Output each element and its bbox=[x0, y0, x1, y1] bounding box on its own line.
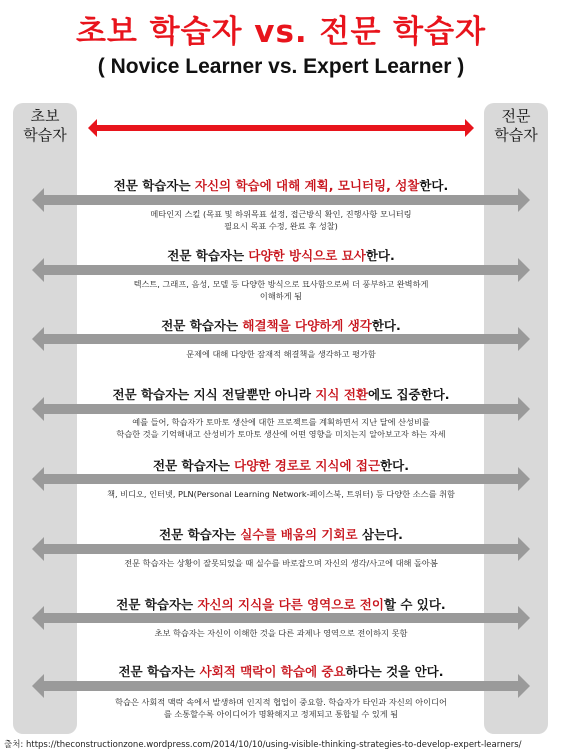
row-heading-7 bbox=[60, 595, 502, 613]
heading-text: 한다. bbox=[419, 178, 449, 193]
description-line: 초보 학습자는 자신이 이해한 것을 다른 과제나 영역으로 전이하지 못함 bbox=[154, 628, 408, 638]
row-description-5 bbox=[70, 489, 492, 501]
heading-text: 한다. bbox=[380, 458, 409, 473]
row-heading-5 bbox=[60, 456, 502, 474]
heading-highlight: 다양한 경로로 지식에 접근 bbox=[234, 458, 381, 473]
page-subtitle: ( Novice Learner vs. Expert Learner ) bbox=[97, 55, 465, 78]
description-line: 예를 들어, 학습자가 토마토 생산에 대한 프로젝트를 계획하면서 지난 달에 산성비를 bbox=[132, 417, 430, 427]
row-description-1 bbox=[70, 209, 492, 232]
expert-label-line2: 학습자 bbox=[494, 126, 538, 144]
heading-text: 전문 학습자는 bbox=[116, 597, 198, 612]
row-description-3 bbox=[70, 349, 492, 361]
description-line: 학습은 사회적 맥락 속에서 발생하며 인지적 협업이 중요함. 학습자가 타인과 자신의 아이디어 bbox=[115, 697, 447, 707]
heading-text: 삼는다. bbox=[357, 527, 403, 542]
heading-highlight: 실수를 배움의 기회로 bbox=[240, 527, 358, 542]
description-line: 메타인지 스킬 (목표 및 하위목표 설정, 접근방식 확인, 진행사항 모니터링 bbox=[150, 209, 412, 219]
heading-text: 한다. bbox=[365, 248, 395, 263]
row-description-6 bbox=[70, 558, 492, 570]
heading-highlight: 사회적 맥락이 학습에 중요 bbox=[199, 664, 346, 679]
description-line: 학습한 것을 기억해내고 산성비가 토마토 생산에 어떤 영향을 미치는지 알아보고자 하는 자세 bbox=[116, 428, 446, 439]
heading-highlight: 자신의 학습에 대해 계획, 모니터링, 성찰 bbox=[194, 178, 420, 193]
novice-label-line1: 초보 bbox=[30, 107, 60, 125]
heading-text: 전문 학습자는 지식 전달뿐만 아니라 bbox=[112, 387, 316, 402]
row-heading-6 bbox=[60, 525, 502, 543]
heading-text: 전문 학습자는 bbox=[167, 248, 249, 263]
row-heading-8 bbox=[60, 662, 502, 680]
row-heading-3 bbox=[60, 316, 502, 334]
heading-highlight: 다양한 방식으로 묘사 bbox=[248, 248, 366, 263]
row-heading-2 bbox=[60, 246, 502, 264]
description-line: 이해하게 됨 bbox=[259, 290, 303, 301]
heading-text: 하다는 것을 안다. bbox=[345, 664, 444, 679]
heading-highlight: 자신의 지식을 다른 영역으로 전이 bbox=[197, 597, 384, 612]
page-title: 초보 학습자 vs. 전문 학습자 bbox=[75, 14, 487, 50]
row-description-8 bbox=[70, 697, 492, 720]
description-line: 를 소통할수록 아이디어가 명확해지고 정제되고 통합될 수 있게 됨 bbox=[163, 708, 399, 719]
source-citation: 출처: https://theconstructionzone.wordpress.com/2014/10/10/using-visible-thinking-strategies-to-develop-expert-learners/ bbox=[4, 740, 522, 750]
heading-text: 전문 학습자는 bbox=[153, 458, 235, 473]
top-red-double-arrow bbox=[88, 119, 474, 137]
heading-text: 에도 집중한다. bbox=[367, 387, 450, 402]
row-heading-1 bbox=[60, 176, 502, 194]
description-line: 필요시 목표 수정, 완료 후 성찰) bbox=[224, 220, 338, 231]
row-heading-4 bbox=[60, 385, 502, 403]
row-description-2 bbox=[70, 279, 492, 302]
description-line: 책, 비디오, 인터넷, PLN(Personal Learning Network-페이스북, 트위터) 등 다양한 소스를 취함 bbox=[107, 489, 455, 499]
heading-text: 할 수 있다. bbox=[383, 597, 446, 612]
novice-label-line2: 학습자 bbox=[23, 126, 67, 144]
heading-text: 전문 학습자는 bbox=[161, 318, 243, 333]
heading-highlight: 해결책을 다양하게 생각 bbox=[242, 318, 372, 333]
description-line: 텍스트, 그래프, 음성, 모델 등 다양한 방식으로 묘사함으로써 더 풍부하고 완벽하게 bbox=[133, 279, 429, 289]
heading-text: 전문 학습자는 bbox=[159, 527, 241, 542]
description-line: 문제에 대해 다양한 잠재적 해결책을 생각하고 평가함 bbox=[186, 349, 376, 359]
row-description-7 bbox=[70, 628, 492, 640]
heading-text: 전문 학습자는 bbox=[113, 178, 195, 193]
heading-text: 한다. bbox=[371, 318, 401, 333]
description-line: 전문 학습자는 상황이 잘못되었을 때 실수를 바로잡으며 자신의 생각/사고에 대해 돌아봄 bbox=[124, 558, 438, 568]
heading-highlight: 지식 전환 bbox=[315, 387, 368, 402]
row-description-4 bbox=[70, 417, 492, 440]
expert-label-line1: 전문 bbox=[501, 107, 531, 125]
heading-text: 전문 학습자는 bbox=[118, 664, 200, 679]
